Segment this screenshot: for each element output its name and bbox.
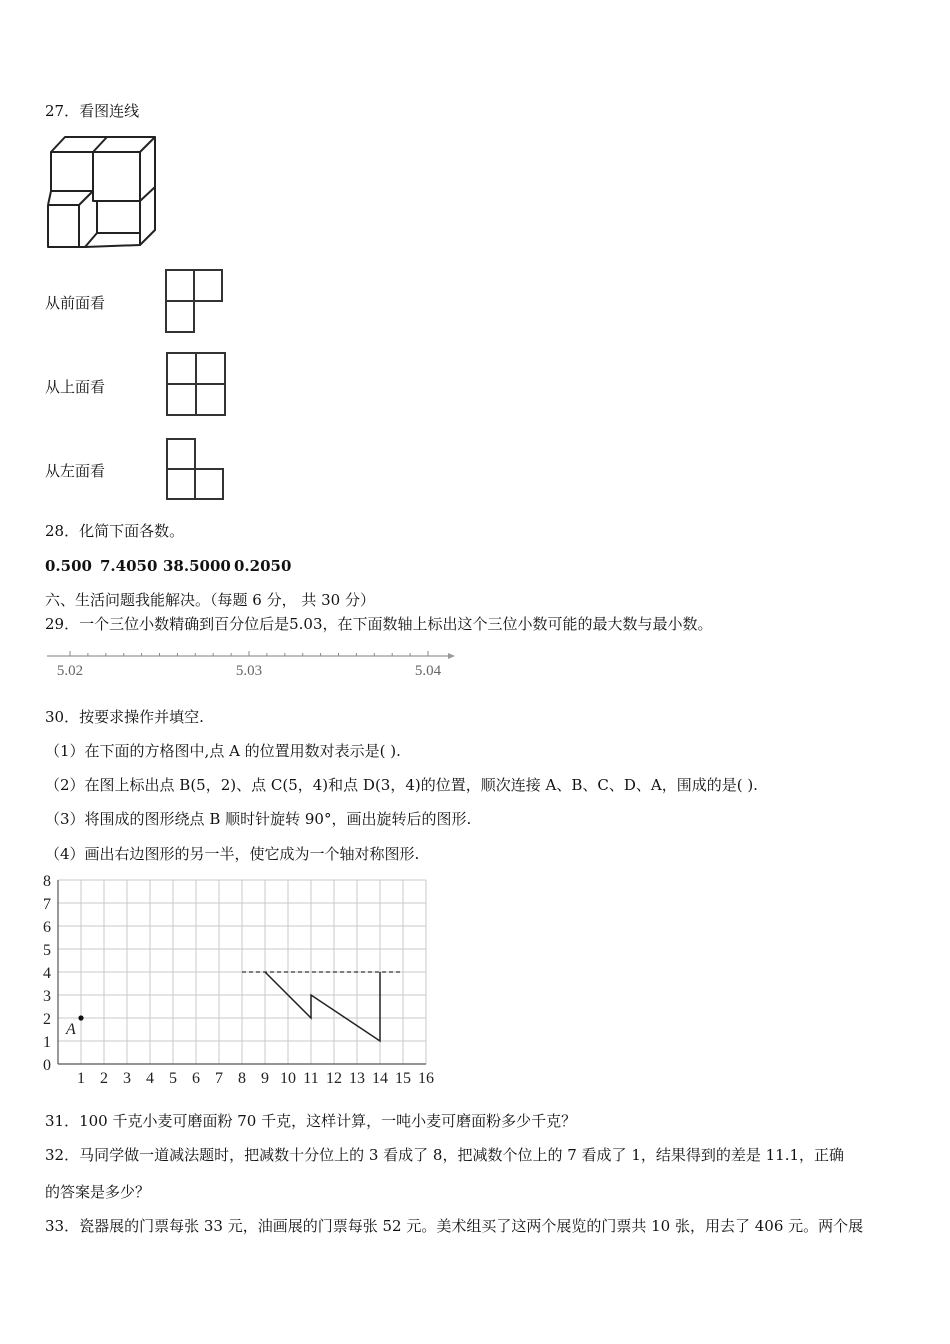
y-tick-label: 7 — [43, 896, 51, 913]
y-tick-label: 2 — [43, 1011, 51, 1028]
x-tick-label: 13 — [349, 1070, 365, 1087]
point-a — [78, 1015, 83, 1020]
q30-item-4: （4）画出右边图形的另一半，使它成为一个轴对称图形. — [45, 845, 420, 863]
q32-line-1: 32．马同学做一道减法题时，把减数十分位上的 3 看成了 8，把减数个位上的 7 看成了 1，结果得到的差是 11.1，正确 — [45, 1146, 845, 1164]
y-tick-label: 0 — [43, 1057, 51, 1074]
x-tick-label: 1 — [77, 1070, 85, 1087]
q30-item-1: （1）在下面的方格图中,点 A 的位置用数对表示是( ). — [45, 742, 401, 760]
y-tick-label: 4 — [43, 965, 51, 982]
q32-line-2: 的答案是多少？ — [45, 1183, 151, 1201]
x-tick-label: 3 — [123, 1070, 131, 1087]
y-tick-label: 6 — [43, 919, 51, 936]
point-a-label: A — [66, 1021, 76, 1038]
half-shape — [265, 972, 380, 1041]
x-tick-label: 16 — [418, 1070, 434, 1087]
number-line-label: 5.02 — [56, 663, 84, 679]
y-tick-label: 3 — [43, 988, 51, 1005]
number-2: 7.4050 — [100, 557, 158, 575]
number-3: 38.5000 — [163, 557, 231, 575]
y-tick-label: 8 — [43, 873, 51, 890]
x-tick-label: 14 — [372, 1070, 388, 1087]
view-label-top: 从上面看 — [45, 378, 106, 396]
q30-item-2: （2）在图上标出点 B(5，2)、点 C(5，4)和点 D(3，4)的位置，顺次连接 A、B、C、D、A，围成的是( ). — [45, 776, 758, 794]
q29-text: 29．一个三位小数精确到百分位后是5.03，在下面数轴上标出这个三位小数可能的最大数与最小数。 — [45, 615, 713, 633]
x-tick-label: 2 — [100, 1070, 108, 1087]
q30-item-3: （3）将围成的图形绕点 B 顺时针旋转 90°，画出旋转后的图形. — [45, 810, 472, 828]
x-tick-label: 9 — [261, 1070, 269, 1087]
view-label-left: 从左面看 — [45, 462, 106, 480]
view-label-front: 从前面看 — [45, 294, 106, 312]
x-tick-label: 5 — [169, 1070, 177, 1087]
x-tick-label: 4 — [146, 1070, 154, 1087]
section-6-title: 六、生活问题我能解决。（每题 6 分， 共 30 分） — [45, 591, 375, 609]
x-tick-label: 11 — [303, 1070, 319, 1087]
x-tick-label: 8 — [238, 1070, 246, 1087]
x-tick-label: 6 — [192, 1070, 200, 1087]
number-line-label: 5.04 — [414, 663, 442, 679]
x-tick-label: 12 — [326, 1070, 342, 1087]
q33-text: 33．瓷器展的门票每张 33 元，油画展的门票每张 52 元。美术组买了这两个展览的门票共 10 张，用去了 406 元。两个展 — [45, 1217, 864, 1235]
x-tick-label: 7 — [215, 1070, 223, 1087]
number-1: 0.500 — [45, 557, 92, 575]
q31-text: 31．100 千克小麦可磨面粉 70 千克，这样计算，一吨小麦可磨面粉多少千克？ — [45, 1112, 577, 1130]
number-line-label: 5.03 — [235, 663, 263, 679]
q30-title: 30．按要求操作并填空. — [45, 708, 204, 726]
q28-title: 28．化简下面各数。 — [45, 522, 185, 540]
x-tick-label: 15 — [395, 1070, 411, 1087]
x-tick-label: 10 — [280, 1070, 296, 1087]
y-tick-label: 1 — [43, 1034, 51, 1051]
number-4: 0.2050 — [234, 557, 292, 575]
q27-title: 27．看图连线 — [45, 102, 140, 120]
y-tick-label: 5 — [43, 942, 51, 959]
